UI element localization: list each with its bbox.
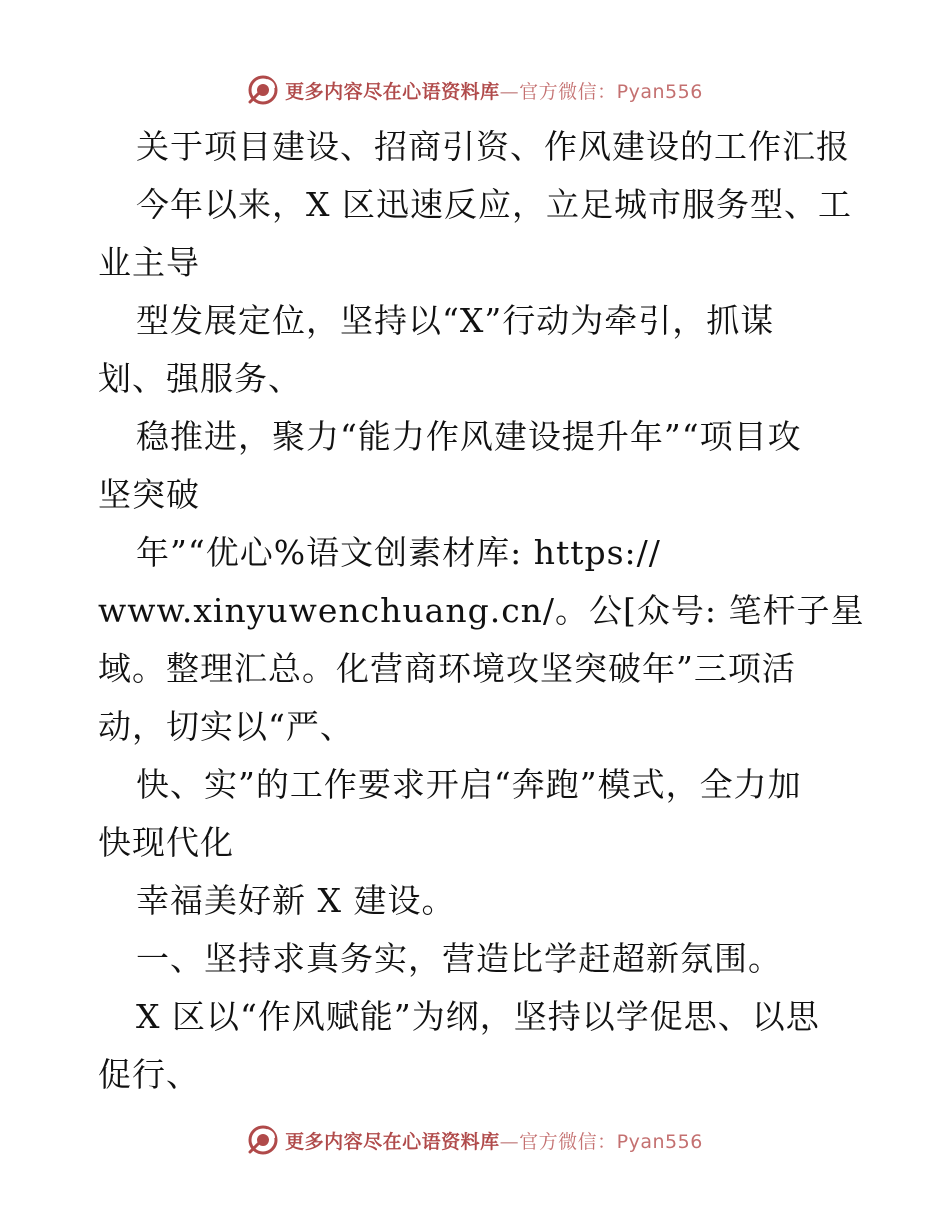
brand-logo-icon — [247, 74, 279, 106]
paragraph-line: 坚突破 — [98, 475, 200, 514]
watermark-text: 更多内容尽在心语资料库—官方微信：Pyan556 — [285, 1130, 703, 1153]
watermark-text: 更多内容尽在心语资料库—官方微信：Pyan556 — [285, 80, 703, 103]
paragraph-line: 型发展定位，坚持以“X”行动为牵引，抓谋 — [136, 301, 775, 340]
brand-logo-icon — [247, 1124, 279, 1156]
paragraph-line: 幸福美好新 X 建设。 — [136, 881, 456, 920]
document-title: 关于项目建设、招商引资、作风建设的工作汇报 — [136, 127, 850, 166]
paragraph-line: 动，切实以“严、 — [98, 707, 354, 746]
paragraph-line: 划、强服务、 — [98, 359, 302, 398]
paragraph-line: 促行、 — [98, 1055, 200, 1094]
paragraph-line: www.xinyuwenchuang.cn/。公[众号: 笔杆子星 — [98, 591, 865, 630]
section-heading: 一、坚持求真务实，营造比学赶超新氛围。 — [136, 939, 782, 978]
paragraph-line: 快现代化 — [98, 823, 234, 862]
paragraph-line: 年”“优心%语文创素材库: https:// — [136, 533, 661, 572]
paragraph-line: 稳推进，聚力“能力作风建设提升年”“项目攻 — [136, 417, 802, 456]
watermark-banner-top — [0, 68, 950, 112]
paragraph-line: 业主导 — [98, 243, 200, 282]
watermark-banner-bottom — [0, 1118, 950, 1162]
paragraph-line: 今年以来，X 区迅速反应，立足城市服务型、工 — [136, 185, 852, 224]
paragraph-line: X 区以“作风赋能”为纲，坚持以学促思、以思 — [136, 997, 820, 1036]
paragraph-line: 域。整理汇总。化营商环境攻坚突破年”三项活 — [98, 649, 796, 688]
document-body — [98, 118, 865, 1104]
paragraph-line: 快、实”的工作要求开启“奔跑”模式，全力加 — [136, 765, 802, 804]
